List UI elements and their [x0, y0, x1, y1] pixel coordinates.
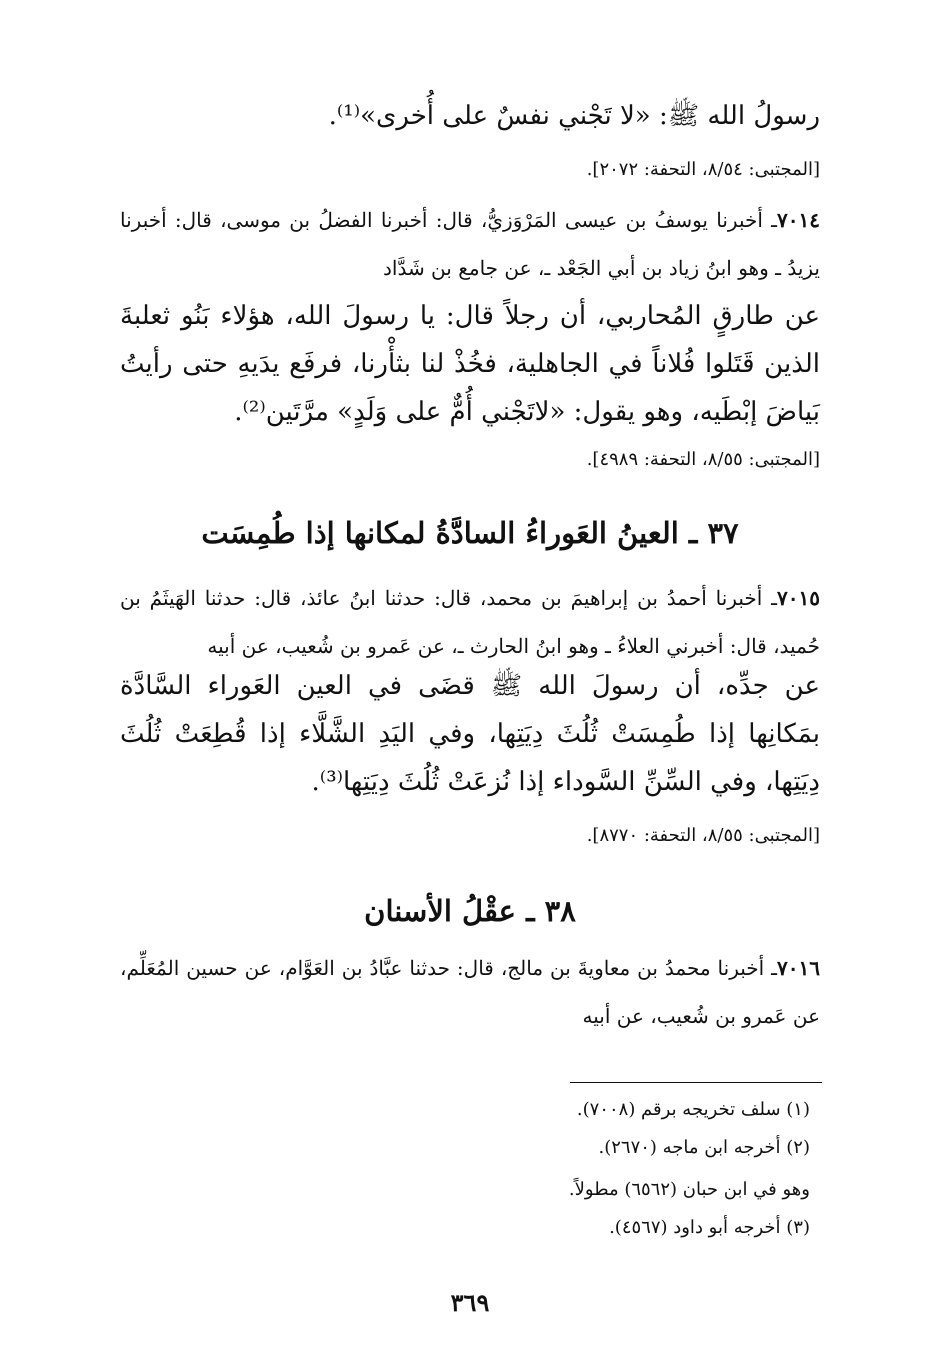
isnad-text: ـ أخبرنا أحمدُ بن إبراهيمَ بن محمد، قال: حدثنا ابنُ عائذ، قال: حدثنا الهَيثَمُ بن حُميد، قال: أخبرني العلاءُ ـ وهو ابنُ الحارث ـ، عن عَمرو بن شُعيب، عن أبيه [120, 586, 820, 658]
isnad-text: ـ أخبرنا محمدُ بن معاويةَ بن مالج، قال: حدثنا عبَّادُ بن العَوَّام، عن حسين المُعَلِّم، عن عَمرو بن شُعيب، عن أبيه [120, 956, 820, 1028]
hadith-number: ٧٠١٥ [777, 586, 820, 610]
footnote-divider [570, 1082, 822, 1083]
hadith-7015-isnad [120, 574, 820, 670]
hadith-number: ٧٠١٦ [777, 956, 820, 980]
page-number: ٣٦٩ [450, 1288, 490, 1317]
hadith-7014-isnad [120, 196, 820, 292]
source-reference: [المجتبى: ٨/٥٤، التحفة: ٢٠٧٢]. [586, 159, 820, 180]
isnad-text: ـ أخبرنا يوسفُ بن عيسى المَرْوَزيُّ، قال: أخبرنا الفضلُ بن موسى، قال: أخبرنا يزيدُ ـ وهو ابنُ زياد بن أبي الجَعْد ـ، عن جامع بن شَدَّاد [120, 208, 820, 280]
chapter-heading-38: ٣٨ ـ عقْلُ الأسنان [364, 894, 576, 928]
hadith-continuation: رسولُ الله ﷺ: «لا تَجْني نفسٌ على أُخرى»⁽¹⁾. [328, 101, 820, 131]
footnote-2: (٢) أخرجه ابن ماجه (٢٦٧٠). [598, 1137, 810, 1158]
hadith-7015-matn: عن جدِّه، أن رسولَ الله ﷺ قضَى في العين العَوراء السَّادَّة بمَكانِها إذا طُمِسَتْ ثُلُثَ دِيَتِها، وفي اليَدِ الشَّلَّاء إذا قُطِعَتْ ثُلُثَ دِيَتِها، وفي السِّنِّ السَّوداء إذا نُزعَتْ ثُلُثَ دِيَتِها⁽³⁾. [120, 671, 820, 797]
chapter-heading-37: ٣٧ ـ العينُ العَوراءُ السادَّةُ لمكانها إذا طُمِسَت [201, 516, 739, 550]
footnote-3: (٣) أخرجه أبو داود (٤٥٦٧). [609, 1217, 810, 1238]
footnote-2-extra: وهو في ابن حبان (٦٥٦٢) مطولاً. [568, 1179, 810, 1200]
hadith-number: ٧٠١٤ [777, 208, 820, 232]
hadith-7016-isnad [120, 944, 820, 1040]
hadith-7014-matn: عن طارقٍ المُحاربي، أن رجلاً قال: يا رسولَ الله، هؤلاء بَنُو ثعلبةَ الذين قَتَلوا فُلاناً في الجاهلية، فخُذْ لنا بثأْرنا، فرفَع يدَيهِ حتى رأيتُ بَياضَ إبْطَيه، وهو يقول: «لاتَجْني أُمٌّ على وَلَدٍ» مرَّتَين⁽²⁾. [120, 301, 820, 427]
footnote-1: (١) سلف تخريجه برقم (٧٠٠٨). [576, 1099, 810, 1120]
source-reference: [المجتبى: ٨/٥٥، التحفة: ٨٧٧٠]. [586, 825, 820, 846]
source-reference: [المجتبى: ٨/٥٥، التحفة: ٤٩٨٩]. [586, 449, 820, 470]
